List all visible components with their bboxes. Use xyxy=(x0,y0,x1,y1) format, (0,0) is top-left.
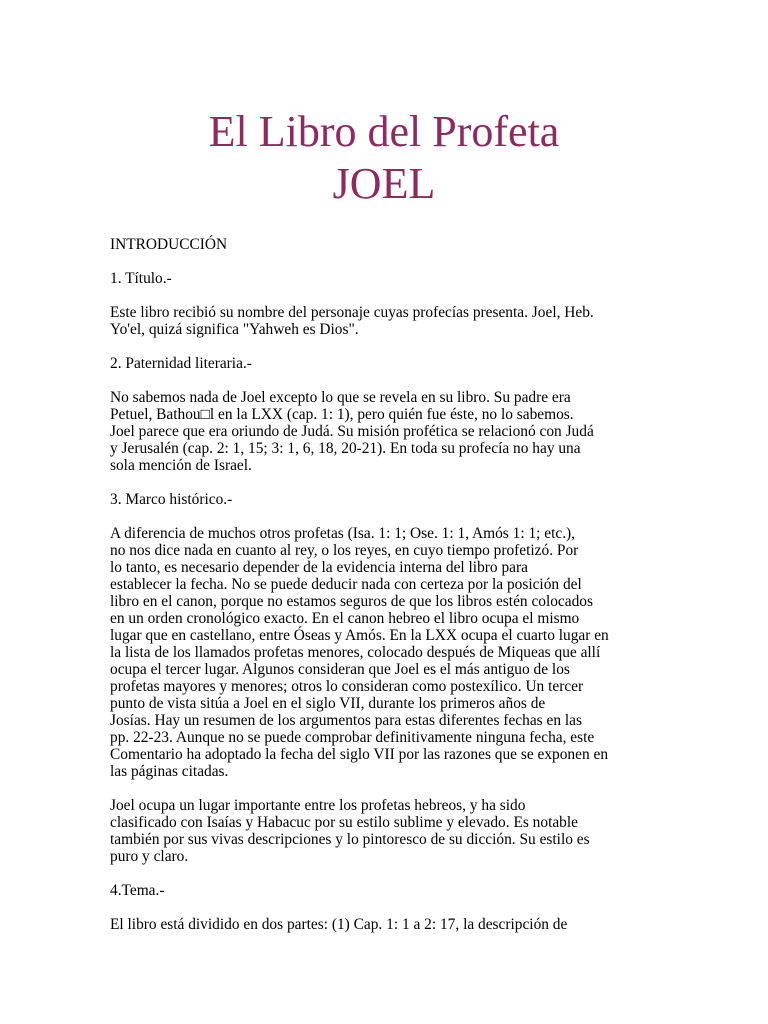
paragraph-line: El libro está dividido en dos partes: (1) Cap. 1: 1 a 2: 17, la descripción de xyxy=(110,916,568,933)
section-heading-tema: 4.Tema.- xyxy=(110,882,165,899)
paragraph-line: Petuel, Bathou□l en la LXX (cap. 1: 1), pero quién fue éste, no lo sabemos. xyxy=(110,406,574,423)
document-title-line-1: El Libro del Profeta xyxy=(208,107,560,156)
paragraph-line: también por sus vivas descripciones y lo pintoresco de su dicción. Su estilo es xyxy=(110,831,590,848)
paragraph-line: Joel parece que era oriundo de Judá. Su misión profética se relacionó con Judá xyxy=(110,423,594,440)
paragraph-line: No sabemos nada de Joel excepto lo que se revela en su libro. Su padre era xyxy=(110,389,571,406)
paragraph-line: lo tanto, es necesario depender de la evidencia interna del libro para xyxy=(110,559,528,576)
paragraph-line: libro en el canon, porque no estamos seguros de que los libros estén colocados xyxy=(110,593,593,610)
paragraph-line: pp. 22-23. Aunque no se puede comprobar definitivamente ninguna fecha, este xyxy=(110,729,595,746)
section-heading-marco-historico: 3. Marco histórico.- xyxy=(110,491,233,508)
paragraph-line: ocupa el tercer lugar. Algunos consideran que Joel es el más antiguo de los xyxy=(110,661,570,678)
paragraph-line: la lista de los llamados profetas menores, colocado después de Miqueas que allí xyxy=(110,644,601,661)
paragraph-line: profetas mayores y menores; otros lo consideran como postexílico. Un tercer xyxy=(110,678,584,695)
section-heading-introduccion: INTRODUCCIÓN xyxy=(110,236,228,253)
paragraph-line: Comentario ha adoptado la fecha del siglo VII por las razones que se exponen en xyxy=(110,746,609,763)
paragraph-line: punto de vista sitúa a Joel en el siglo VII, durante los primeros años de xyxy=(110,695,546,712)
paragraph-line: lugar que en castellano, entre Óseas y Amós. En la LXX ocupa el cuarto lugar en xyxy=(110,627,609,644)
section-heading-titulo: 1. Título.- xyxy=(110,270,172,287)
paragraph-line: sola mención de Israel. xyxy=(110,457,252,474)
paragraph-line: Yo'el, quizá significa "Yahweh es Dios". xyxy=(110,321,359,338)
paragraph-line: Joel ocupa un lugar importante entre los profetas hebreos, y ha sido xyxy=(110,797,526,814)
paragraph-line: establecer la fecha. No se puede deducir nada con certeza por la posición del xyxy=(110,576,582,593)
paragraph-line: y Jerusalén (cap. 2: 1, 15; 3: 1, 6, 18, 20-21). En toda su profecía no hay una xyxy=(110,440,581,457)
section-heading-paternidad: 2. Paternidad literaria.- xyxy=(110,355,252,372)
paragraph-line: clasificado con Isaías y Habacuc por su estilo sublime y elevado. Es notable xyxy=(110,814,578,831)
document-title-line-2: JOEL xyxy=(332,159,436,208)
paragraph-line: puro y claro. xyxy=(110,848,189,865)
paragraph-line: A diferencia de muchos otros profetas (Isa. 1: 1; Ose. 1: 1, Amós 1: 1; etc.), xyxy=(110,525,576,542)
paragraph-line: las páginas citadas. xyxy=(110,763,229,780)
paragraph-line: Josías. Hay un resumen de los argumentos para estas diferentes fechas en las xyxy=(110,712,582,729)
paragraph-line: en un orden cronológico exacto. En el canon hebreo el libro ocupa el mismo xyxy=(110,610,580,627)
paragraph-line: no nos dice nada en cuanto al rey, o los reyes, en cuyo tiempo profetizó. Por xyxy=(110,542,579,559)
paragraph-line: Este libro recibió su nombre del personaje cuyas profecías presenta. Joel, Heb. xyxy=(110,304,594,321)
